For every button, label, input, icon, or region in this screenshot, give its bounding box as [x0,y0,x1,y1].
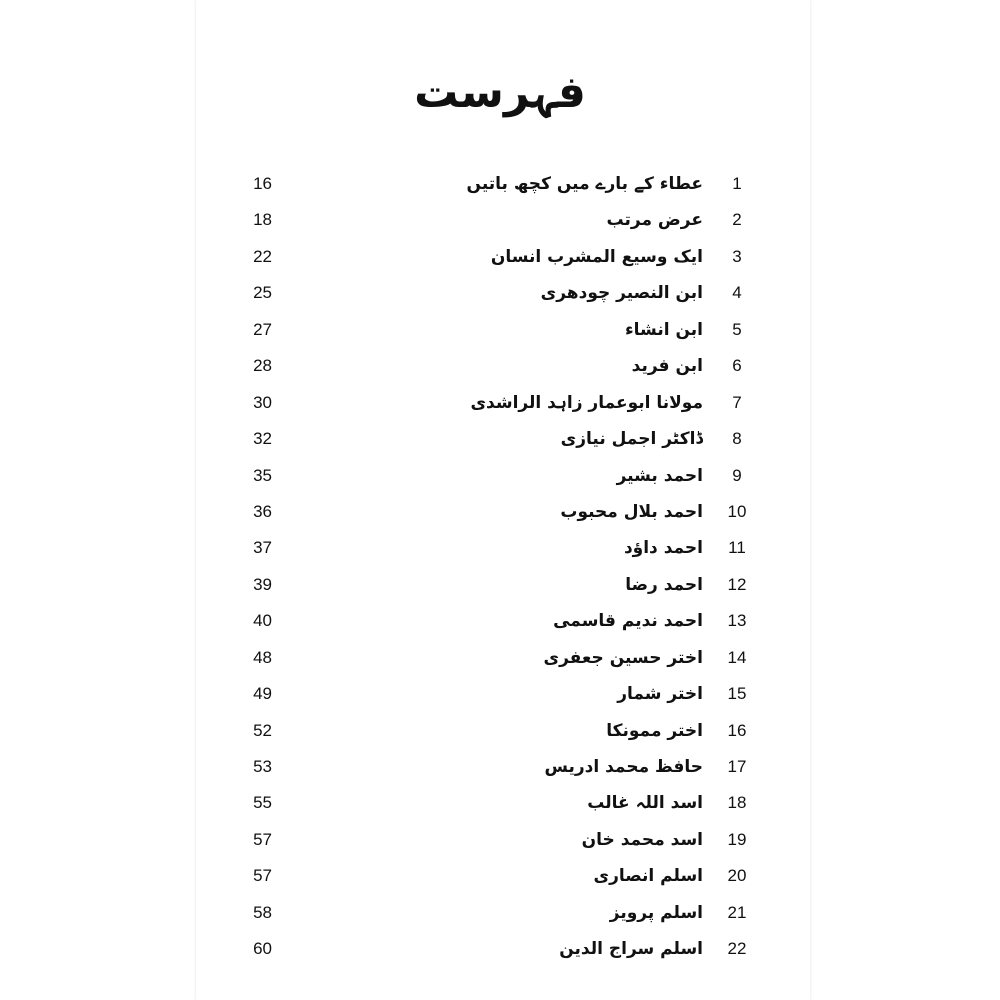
entry-page-number: 32 [253,429,272,449]
entry-number: 1 [732,174,742,193]
entry-title: ابن فرید [631,356,703,377]
entry-title: عرض مرتب [606,210,703,231]
toc-entry [0,495,1000,531]
entry-page-number: 30 [253,392,272,412]
entry-page-number: 57 [253,866,272,886]
toc-entry [0,240,1000,276]
entry-title: اسلم پرویز [609,902,703,923]
entry-number: 14 [727,647,747,667]
toc-entry [0,203,1000,239]
entry-title: حافظ محمد ادریس [544,757,703,777]
entry-number: 12 [727,574,747,594]
toc-entry [0,459,1000,495]
toc-entry [0,531,1000,567]
entry-number: 7 [732,392,742,412]
toc-entry [0,750,1000,786]
entry-title: اسلم سراج الدین [559,939,703,960]
entry-title: اختر حسین جعفری [543,647,703,668]
table-of-contents [0,167,1000,969]
entry-page-number: 18 [253,210,272,230]
entry-number: 20 [727,866,747,886]
entry-title: احمد داؤد [623,538,703,559]
entry-title: اختر شمار [617,684,703,705]
entry-page-number: 55 [253,793,272,813]
entry-page-number: 22 [253,246,272,266]
entry-page-number: 53 [253,757,272,776]
entry-page-number: 16 [253,174,272,193]
entry-number: 8 [732,429,742,449]
entry-number: 16 [727,720,747,740]
entry-page-number: 58 [253,902,272,922]
toc-entry [0,386,1000,422]
entry-title: ڈاکٹر اجمل نیازی [560,429,703,450]
entry-number: 11 [728,538,746,558]
toc-entry [0,786,1000,822]
entry-title: اسد اللہ غالب [587,793,703,814]
entry-number: 21 [727,902,747,922]
entry-page-number: 39 [253,574,272,594]
entry-title: احمد بشیر [616,465,703,486]
entry-page-number: 36 [253,501,272,521]
toc-entry [0,823,1000,859]
toc-entry [0,167,1000,203]
entry-page-number: 57 [253,829,272,849]
entry-page-number: 60 [253,939,272,959]
toc-entry [0,276,1000,312]
entry-number: 4 [732,283,742,303]
entry-page-number: 27 [253,319,272,339]
entry-title: احمد بلال محبوب [560,501,703,522]
entry-title: احمد رضا [625,574,703,595]
entry-title: اسلم انصاری [593,866,703,887]
entry-title: اختر ممونکا [606,720,703,741]
entry-title: احمد ندیم قاسمی [553,611,703,632]
toc-entry [0,349,1000,385]
entry-number: 13 [727,611,747,631]
toc-entry [0,677,1000,713]
entry-page-number: 28 [253,356,272,376]
entry-number: 2 [732,210,742,230]
toc-entry [0,859,1000,895]
toc-entry [0,896,1000,932]
entry-page-number: 25 [253,283,272,303]
page-title: فہرست [414,67,586,118]
entry-page-number: 49 [253,684,272,704]
toc-entry [0,714,1000,750]
entry-title: عطاء کے بارے میں کچھ باتیں [466,174,703,194]
entry-number: 10 [727,501,747,521]
entry-title: ایک وسیع المشرب انسان [490,246,703,267]
toc-entry [0,604,1000,640]
toc-entry [0,932,1000,968]
entry-number: 5 [732,319,742,339]
entry-title: اسد محمد خان [581,829,703,850]
entry-page-number: 40 [253,611,272,631]
entry-number: 18 [727,793,747,813]
toc-entry [0,568,1000,604]
entry-number: 3 [732,246,742,266]
entry-number: 6 [732,356,742,376]
entry-page-number: 52 [253,720,272,740]
entry-number: 17 [727,757,747,776]
entry-title: مولانا ابوعمار زاہد الراشدی [470,392,703,413]
toc-entry [0,313,1000,349]
entry-number: 19 [727,829,747,849]
entry-page-number: 48 [253,647,272,667]
entry-number: 9 [732,465,742,485]
entry-page-number: 35 [253,465,272,485]
toc-entry [0,641,1000,677]
entry-number: 22 [727,939,747,959]
entry-title: ابن انشاء [624,319,703,340]
entry-page-number: 37 [253,538,272,558]
toc-entry [0,422,1000,458]
entry-title: ابن النصیر چودھری [540,283,703,304]
entry-number: 15 [727,684,747,704]
